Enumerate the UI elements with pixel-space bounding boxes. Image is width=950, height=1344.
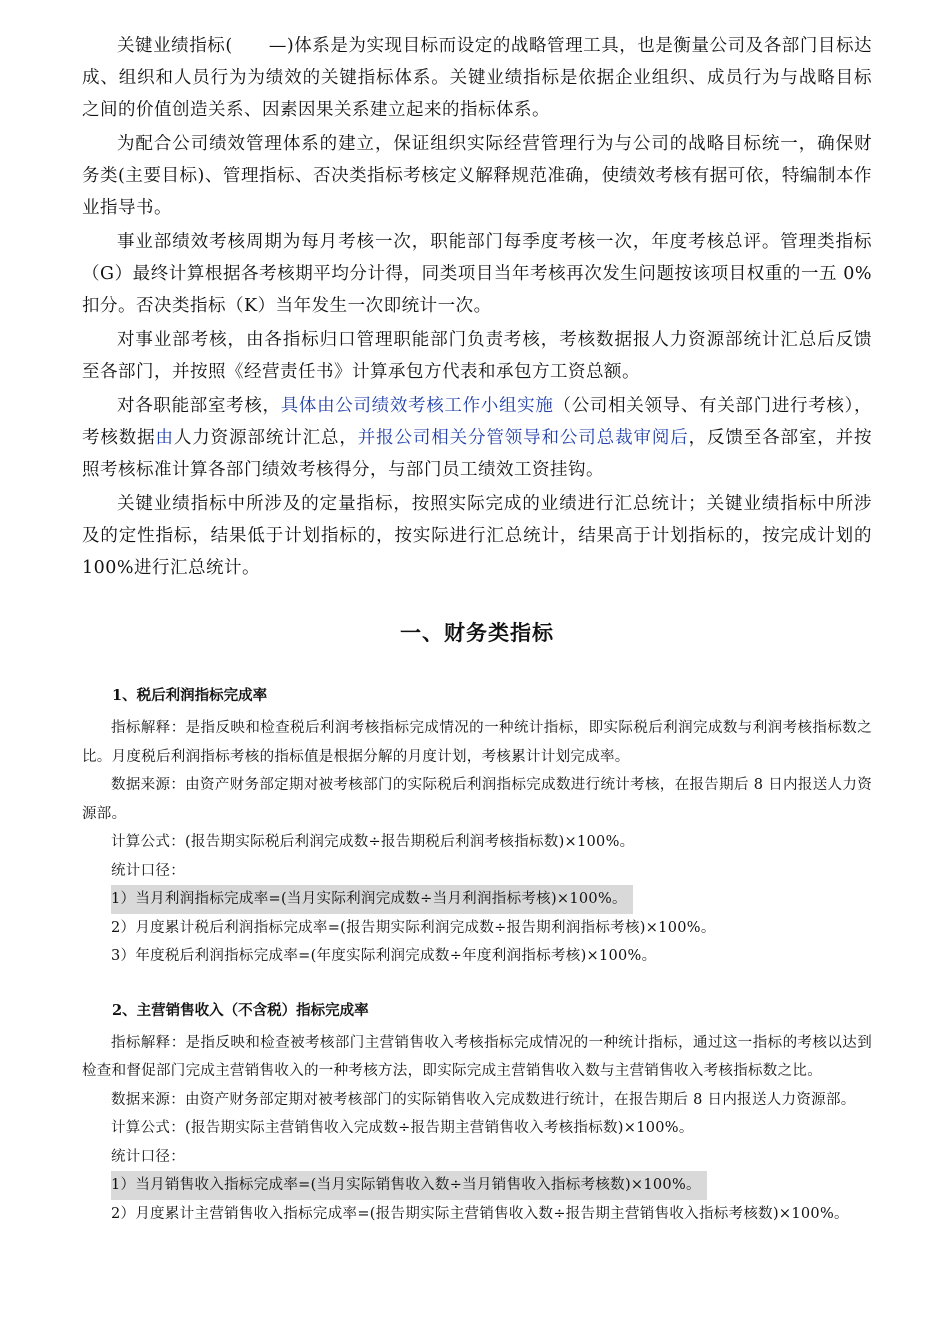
section-title: 一、财务类指标 bbox=[400, 620, 554, 645]
indicator-1-source: 数据来源：由资产财务部定期对被考核部门的实际税后利润指标完成数进行统计考核，在报告期后 8 日内报送人力资源部。 bbox=[82, 777, 872, 822]
indicator-2-item-1-row bbox=[82, 1171, 872, 1200]
p5-part-d: 由 bbox=[155, 428, 174, 448]
indicator-2-formula: 计算公式：(报告期实际主营销售收入完成数÷报告期主营销售收入考核指标数)×100%。 bbox=[111, 1120, 694, 1136]
indicator-2-explain: 指标解释：是指反映和检查被考核部门主营销售收入考核指标完成情况的一种统计指标，通过这一指标的考核以达到检查和督促部门完成主营销售收入的一种考核方法，即实际完成主营销售收入数与主营销售收入考核指标数之比。 bbox=[82, 1034, 872, 1079]
intro-paragraph-3: 事业部绩效考核周期为每月考核一次，职能部门每季度考核一次，年度考核总评。管理类指标（G）最终计算根据各考核期平均分计得，同类项目当年考核再次发生问题按该项目权重的一五 0%扣分。否决类指标（K）当年发生一次即统计一次。 bbox=[82, 232, 872, 316]
p5-part-c: （公司相关领导、有关部门进行考核），考核数据 bbox=[82, 396, 873, 448]
intro-paragraph-4: 对事业部考核，由各指标归口管理职能部门负责考核，考核数据报人力资源部统计汇总后反馈至各部门，并按照《经营责任书》计算承包方代表和承包方工资总额。 bbox=[82, 330, 872, 382]
indicator-2-item-1: 1）当月销售收入指标完成率=(当月实际销售收入数÷当月销售收入指标考核数)×100%。 bbox=[111, 1171, 707, 1200]
intro-paragraph-1: 关键业绩指标( —)体系是为实现目标而设定的战略管理工具，也是衡量公司及各部门目标达成、组织和人员行为为绩效的关键指标体系。关键业绩指标是依据企业组织、成员行为与战略目标之间的价值创造关系、因素因果关系建立起来的指标体系。 bbox=[82, 36, 872, 120]
indicator-2-caliber: 统计口径： bbox=[111, 1148, 185, 1165]
indicator-1-item-3: 3）年度税后利润指标完成率=(年度实际利润完成数÷年度利润指标考核)×100%。 bbox=[111, 948, 657, 964]
p5-part-b: 具体由公司绩效考核工作小组实施 bbox=[280, 396, 554, 416]
p5-part-f: 并报公司相关分管领导和公司总裁审阅后 bbox=[357, 428, 689, 448]
intro-paragraph-6: 关键业绩指标中所涉及的定量指标，按照实际完成的业绩进行汇总统计；关键业绩指标中所涉及的定性指标，结果低于计划指标的，按实际进行汇总统计，结果高于计划指标的，按完成计划的 100%进行汇总统计。 bbox=[82, 494, 872, 578]
indicator-1-item-1: 1）当月利润指标完成率=(当月实际利润完成数÷当月利润指标考核)×100%。 bbox=[111, 885, 633, 914]
indicator-1-formula: 计算公式：(报告期实际税后利润完成数÷报告期税后利润考核指标数)×100%。 bbox=[111, 834, 635, 850]
indicator-1-caliber: 统计口径： bbox=[111, 862, 185, 879]
indicator-section-2 bbox=[82, 997, 872, 1229]
intro-paragraph-2: 为配合公司绩效管理体系的建立，保证组织实际经营管理行为与公司的战略目标统一，确保财务类(主要目标)、管理指标、否决类指标考核定义解释规范准确，使绩效考核有据可依，特编制本作业指导书。 bbox=[82, 134, 872, 218]
indicator-1-explain: 指标解释：是指反映和检查税后利润考核指标完成情况的一种统计指标，即实际税后利润完成数与利润考核指标数之比。月度税后利润指标考核的指标值是根据分解的月度计划，考核累计计划完成率。 bbox=[82, 720, 872, 765]
intro-paragraph-5 bbox=[82, 390, 872, 486]
p5-part-a: 对各职能部室考核， bbox=[117, 396, 281, 416]
document-page bbox=[82, 30, 872, 1228]
indicator-1-item-1-row bbox=[82, 885, 872, 914]
indicator-2-title: 2、主营销售收入（不含税）指标完成率 bbox=[112, 1001, 369, 1019]
p5-part-e: 人力资源部统计汇总， bbox=[173, 428, 358, 448]
p5-part-g: ，反馈至各部室，并按照考核标准计算各部门绩效考核得分，与部门员工绩效工资挂钩。 bbox=[82, 428, 873, 480]
indicator-1-title: 1、税后利润指标完成率 bbox=[112, 687, 268, 704]
indicator-2-source: 数据来源：由资产财务部定期对被考核部门的实际销售收入完成数进行统计，在报告期后 8 日内报送人力资源部。 bbox=[111, 1091, 856, 1108]
indicator-2-item-2: 2）月度累计主营销售收入指标完成率=(报告期实际主营销售收入数÷报告期主营销售收入指标考核数)×100%。 bbox=[111, 1205, 849, 1222]
indicator-section-1 bbox=[82, 682, 872, 971]
intro-section bbox=[82, 30, 872, 584]
indicator-1-item-2: 2）月度累计税后利润指标完成率=(报告期实际利润完成数÷报告期利润指标考核)×100%。 bbox=[111, 919, 716, 936]
